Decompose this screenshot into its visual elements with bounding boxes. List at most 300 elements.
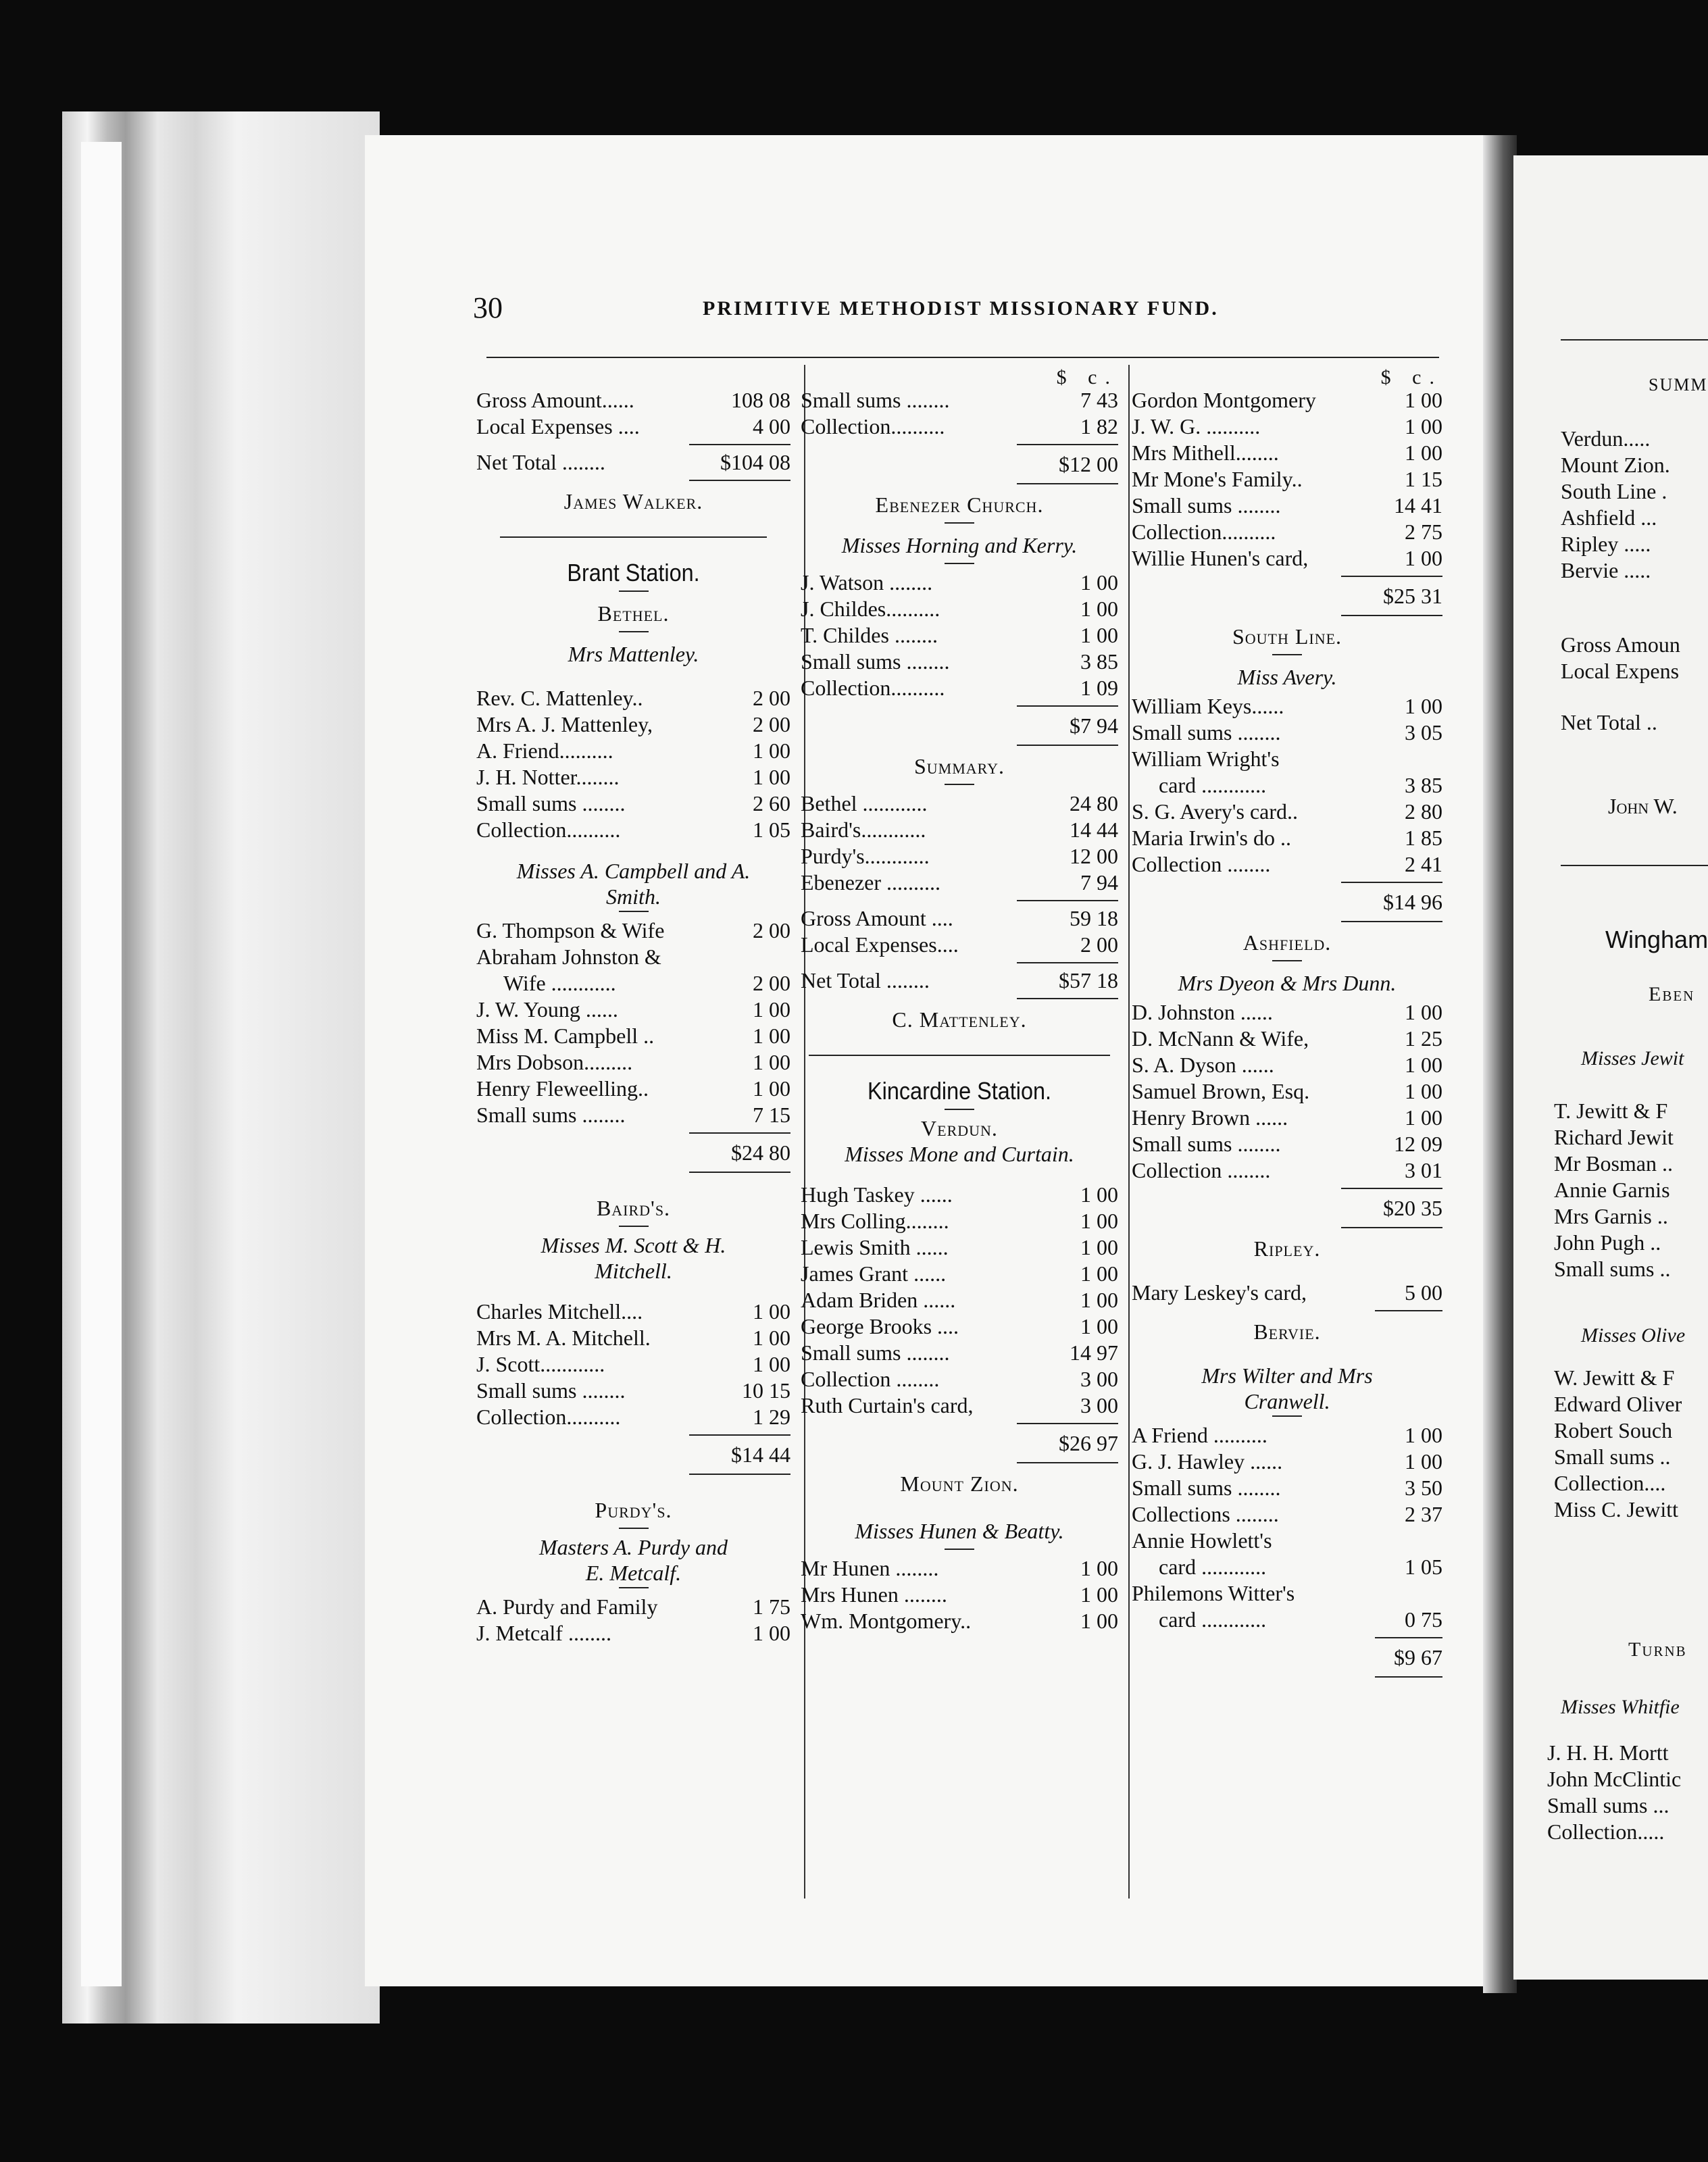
collectors: Cranwell.	[1244, 1389, 1330, 1413]
entry-name: Mr Mone's Family..	[1132, 467, 1303, 491]
right-collectors-2: Misses Olive	[1581, 1324, 1686, 1347]
right-local: Local Expens	[1561, 659, 1680, 683]
section-total: $12 00	[1059, 452, 1118, 476]
right-page-entry: Small sums ...	[1547, 1793, 1669, 1817]
ledger-entry	[801, 387, 1118, 413]
gross-local-list	[476, 387, 790, 440]
entry-value: 7 43	[1080, 388, 1118, 412]
rule	[1341, 882, 1442, 883]
rule	[689, 1434, 790, 1436]
entries-list	[1132, 387, 1442, 572]
entry-value: 2 60	[753, 791, 790, 815]
entry-name: Bethel ............	[801, 791, 928, 815]
rule	[1017, 998, 1118, 999]
entry-value: 1 00	[753, 997, 790, 1022]
ledger-entry	[801, 649, 1118, 675]
ledger-entry	[1132, 466, 1442, 493]
ledger-entry	[476, 1378, 790, 1404]
collectors: Mrs Mattenley.	[568, 642, 699, 666]
section-total: $20 35	[1383, 1196, 1442, 1220]
entry-value: 1 85	[1405, 826, 1442, 850]
entry-value: 59 18	[1070, 906, 1118, 930]
entry-value: 3 00	[1080, 1367, 1118, 1391]
entry-value: 1 00	[753, 738, 790, 763]
entry-value: 2 75	[1405, 520, 1442, 544]
entry-name: Small sums ........	[1132, 1132, 1281, 1156]
entry-value: 10 15	[742, 1378, 790, 1403]
entry-value: 1 00	[1080, 1288, 1118, 1312]
dash	[945, 1549, 974, 1550]
entry-name: Samuel Brown, Esq.	[1132, 1079, 1310, 1103]
column-divider-2	[1128, 365, 1130, 1899]
entry-value: 1 00	[1080, 1314, 1118, 1338]
entry-value: 4 00	[753, 414, 790, 438]
ledger-entry	[476, 790, 790, 817]
right-page-rule	[1561, 339, 1708, 341]
entry-value: 1 00	[1080, 597, 1118, 621]
rule	[689, 1132, 790, 1134]
entry-name: Small sums ........	[1132, 1476, 1281, 1500]
section-total: $24 80	[731, 1140, 790, 1165]
page-title: PRIMITIVE METHODIST MISSIONARY FUND.	[703, 297, 1219, 320]
collectors: Misses Mone and Curtain.	[845, 1142, 1074, 1166]
right-page-entry: South Line .	[1561, 479, 1667, 503]
ledger-entry	[801, 675, 1118, 701]
column-1	[476, 368, 790, 1646]
dash	[619, 590, 649, 592]
entry-name: Mary Leskey's card,	[1132, 1280, 1307, 1305]
right-page-entry: Mr Bosman ..	[1554, 1151, 1673, 1176]
rule	[689, 444, 790, 445]
entry-name: Collection ........	[801, 1367, 940, 1391]
rule	[1341, 615, 1442, 616]
header-rule	[486, 357, 1439, 358]
right-page-entry: Robert Souch	[1554, 1418, 1673, 1442]
ledger-entry	[801, 1340, 1118, 1366]
entry-name: Gordon Montgomery	[1132, 388, 1316, 412]
entry-name: J. Scott............	[476, 1352, 605, 1376]
entry-name: Small sums ........	[801, 388, 950, 412]
right-page-entry: J. H. H. Mortt	[1547, 1740, 1669, 1765]
entry-value: 3 85	[1405, 773, 1442, 797]
ledger-entry	[1132, 1607, 1442, 1633]
section-heading: Ripley.	[1253, 1236, 1321, 1261]
entry-name: Gross Amount......	[476, 388, 634, 412]
right-net: Net Total ..	[1561, 710, 1657, 734]
dash	[619, 1587, 649, 1588]
ledger-entry	[1132, 720, 1442, 746]
ledger-entry	[476, 917, 790, 944]
ledger-entry	[801, 596, 1118, 622]
collectors: Miss Avery.	[1237, 665, 1337, 689]
entry-name: J. Metcalf ........	[476, 1621, 611, 1645]
collectors: Misses M. Scott & H.	[541, 1233, 726, 1257]
ledger-entry	[476, 764, 790, 790]
ledger-entry	[1132, 1422, 1442, 1449]
right-page-entry: Bervie .....	[1561, 558, 1651, 582]
right-page-entry: Collection....	[1554, 1471, 1666, 1495]
ledger-entry	[1132, 1449, 1442, 1475]
ledger-entry	[476, 413, 790, 440]
local-line	[801, 932, 1118, 958]
entries-list	[1132, 693, 1442, 878]
ledger-entry	[476, 711, 790, 738]
entry-value: 12 00	[1070, 844, 1118, 868]
dash	[619, 1226, 649, 1227]
rule	[1017, 705, 1118, 707]
entry-name: Miss M. Campbell ..	[476, 1024, 655, 1048]
ledger-entry	[801, 1234, 1118, 1261]
entry-name: Small sums ........	[1132, 720, 1281, 745]
collectors: E. Metcalf.	[585, 1561, 682, 1585]
section-heading: Ebenezer Church.	[875, 493, 1044, 517]
entry-name: Small sums ........	[476, 1378, 626, 1403]
entries-list	[1132, 1280, 1442, 1306]
ledger-entry	[801, 413, 1118, 440]
entry-value: 3 50	[1405, 1476, 1442, 1500]
entry-value: 14 44	[1070, 818, 1118, 842]
ledger-entry	[801, 1582, 1118, 1608]
right-signer: John W.	[1608, 794, 1678, 818]
ledger-entry	[1132, 493, 1442, 519]
entry-name: Willie Hunen's card,	[1132, 546, 1309, 570]
entry-name: Small sums ........	[801, 649, 950, 674]
entry-value: 1 29	[753, 1405, 790, 1429]
collectors: Mrs Wilter and Mrs	[1201, 1363, 1373, 1388]
entry-name: Collection..........	[801, 414, 945, 438]
entry-name: card ............	[1159, 1555, 1267, 1579]
ledger-entry	[1132, 825, 1442, 851]
dash	[619, 631, 649, 632]
section-rule	[500, 536, 767, 538]
ledger-entry	[801, 870, 1118, 896]
ledger-entry	[801, 817, 1118, 843]
entry-name: William Wright's	[1132, 747, 1280, 771]
entry-name: Collections ........	[1132, 1502, 1279, 1526]
rule	[1341, 1227, 1442, 1228]
collectors: Smith.	[606, 884, 661, 909]
right-page-entry: Mrs Garnis ..	[1554, 1204, 1668, 1228]
entry-value: 2 00	[1080, 932, 1118, 957]
entry-name: Wife ............	[503, 971, 616, 995]
signer: C. Mattenley.	[892, 1007, 1027, 1032]
rule	[1341, 1188, 1442, 1189]
right-summary-heading: SUMM	[1649, 375, 1708, 395]
entry-name: J. Watson ........	[801, 570, 933, 595]
ledger-entry	[476, 1049, 790, 1076]
entry-value: 0 75	[1405, 1607, 1442, 1632]
right-summary-list	[1561, 426, 1670, 584]
entries-list	[1132, 1422, 1442, 1633]
dash	[619, 911, 649, 912]
ledger-entry	[801, 1261, 1118, 1287]
entry-value: 2 00	[753, 686, 790, 710]
entry-name: D. Johnston ......	[1132, 1000, 1273, 1024]
right-collectors-1: Misses Jewit	[1581, 1047, 1684, 1070]
right-page-entry: Small sums ..	[1554, 1257, 1671, 1281]
entry-value: 1 00	[753, 765, 790, 789]
ledger-entry	[1132, 1580, 1442, 1607]
entry-name: Abraham Johnston &	[476, 945, 661, 969]
rule	[1375, 1676, 1442, 1678]
ledger-entry	[1132, 1157, 1442, 1184]
entry-value: 1 25	[1405, 1026, 1442, 1051]
ledger-entry	[801, 843, 1118, 870]
entry-name: A. Purdy and Family	[476, 1594, 658, 1619]
right-page-entry: W. Jewitt & F	[1554, 1365, 1675, 1390]
entry-value: 1 15	[1405, 467, 1442, 491]
ledger-entry	[801, 622, 1118, 649]
page-number: 30	[473, 291, 503, 324]
right-page-entry: Verdun.....	[1561, 426, 1651, 451]
right-page-rule-2	[1561, 865, 1708, 866]
ledger-entry	[476, 817, 790, 843]
right-page-entry: Small sums ..	[1554, 1444, 1671, 1469]
entry-name: Collection ........	[1132, 1158, 1271, 1182]
entry-name: Mrs Colling........	[801, 1209, 949, 1233]
rule	[1375, 1637, 1442, 1638]
right-page-entry: Mount Zion.	[1561, 453, 1670, 477]
collectors: Misses Hunen & Beatty.	[855, 1519, 1064, 1543]
rule	[1341, 921, 1442, 922]
entry-value: 1 75	[753, 1594, 790, 1619]
right-page-entry: Miss C. Jewitt	[1554, 1497, 1679, 1522]
ledger-entry	[1132, 1528, 1442, 1554]
ledger-entry	[476, 1620, 790, 1646]
ledger-entry	[476, 1299, 790, 1325]
ledger-entry	[476, 997, 790, 1023]
entry-name: Ebenezer ..........	[801, 870, 941, 895]
entry-value: 108 08	[731, 388, 790, 412]
ledger-entry	[801, 1555, 1118, 1582]
rule	[1017, 745, 1118, 746]
right-turnb: Turnb	[1628, 1638, 1687, 1661]
right-eben: Eben	[1649, 983, 1695, 1005]
rule	[1017, 1423, 1118, 1424]
entry-value: 7 94	[1080, 870, 1118, 895]
entry-name: S. G. Avery's card..	[1132, 799, 1299, 824]
ledger-entry	[1132, 387, 1442, 413]
dash	[945, 1109, 974, 1110]
entry-name: Mrs Hunen ........	[801, 1582, 947, 1607]
ledger-entry	[476, 944, 790, 970]
entry-value: 1 00	[753, 1050, 790, 1074]
dash	[945, 563, 974, 564]
right-page-entry: Ashfield ...	[1561, 505, 1657, 530]
right-page-entry: Ripley .....	[1561, 532, 1651, 556]
entry-name: Net Total ........	[801, 968, 930, 992]
entry-value: 1 00	[753, 1352, 790, 1376]
ledger-entry	[801, 1392, 1118, 1419]
ledger-entry	[1132, 851, 1442, 878]
entry-name: A. Friend..........	[476, 738, 613, 763]
section-heading: Mount Zion.	[900, 1472, 1019, 1496]
column-2	[801, 368, 1118, 1634]
ledger-entry	[801, 1208, 1118, 1234]
station-heading: Kincardine Station.	[868, 1077, 1051, 1105]
net-total-line	[476, 449, 790, 476]
rule	[689, 480, 790, 481]
section-total: $25 31	[1383, 584, 1442, 608]
entries-list	[476, 917, 790, 1128]
entry-name: Charles Mitchell....	[476, 1299, 643, 1324]
ledger-entry	[1132, 545, 1442, 572]
rule	[1017, 444, 1118, 445]
right-page-entry: T. Jewitt & F	[1554, 1099, 1668, 1123]
entries-list	[801, 387, 1118, 440]
entry-name: Adam Briden ......	[801, 1288, 956, 1312]
entry-value: 2 37	[1405, 1502, 1442, 1526]
ledger-entry	[1132, 1475, 1442, 1501]
dash	[1272, 960, 1302, 961]
entry-name: Lewis Smith ......	[801, 1235, 949, 1259]
ledger-entry	[1132, 1026, 1442, 1052]
ledger-entry	[801, 1608, 1118, 1634]
collectors: Mrs Dyeon & Mrs Dunn.	[1178, 971, 1397, 995]
ledger-entry	[476, 387, 790, 413]
entry-name: Maria Irwin's do ..	[1132, 826, 1291, 850]
entry-name: G. J. Hawley ......	[1132, 1449, 1283, 1474]
section-heading: Bethel.	[597, 601, 670, 626]
right-items-1	[1554, 1098, 1674, 1282]
ledger-entry	[801, 1366, 1118, 1392]
entry-value: 1 05	[753, 818, 790, 842]
ledger-entry	[1132, 1554, 1442, 1580]
entry-name: Small sums ........	[476, 791, 626, 815]
ledger-entry	[1132, 1105, 1442, 1131]
entry-name: Small sums ........	[801, 1340, 950, 1365]
ledger-entry	[801, 1182, 1118, 1208]
entry-name: card ............	[1159, 773, 1267, 797]
entry-name: Mrs Mithell........	[1132, 441, 1279, 465]
entry-value: 3 00	[1080, 1393, 1118, 1417]
entry-value: 1 00	[1080, 570, 1118, 595]
entry-value: 2 00	[753, 971, 790, 995]
entry-value: 3 05	[1405, 720, 1442, 745]
entry-name: Henry Brown ......	[1132, 1105, 1288, 1130]
rule	[1017, 1462, 1118, 1463]
page-header	[473, 291, 1453, 331]
ledger-entry	[801, 1287, 1118, 1313]
entry-value: 1 00	[753, 1621, 790, 1645]
entry-name: Purdy's............	[801, 844, 930, 868]
ledger-entry	[1132, 440, 1442, 466]
section-heading: Ashfield.	[1242, 930, 1332, 955]
right-items-2	[1554, 1365, 1682, 1523]
section-total: $7 94	[1070, 713, 1118, 738]
entry-value: 14 41	[1394, 493, 1442, 518]
entries-list	[801, 1555, 1118, 1634]
entry-value: 1 09	[1080, 676, 1118, 700]
dash	[1272, 1415, 1302, 1417]
rule	[1375, 1310, 1442, 1311]
entry-name: D. McNann & Wife,	[1132, 1026, 1309, 1051]
right-collectors-3: Misses Whitfie	[1561, 1696, 1680, 1718]
entry-value: 5 00	[1405, 1280, 1442, 1305]
entry-name: G. Thompson & Wife	[476, 918, 665, 942]
book-gutter	[1483, 135, 1517, 1993]
entry-value: 1 00	[1405, 546, 1442, 570]
ledger-entry	[476, 1351, 790, 1378]
entry-name: Philemons Witter's	[1132, 1581, 1295, 1605]
ledger-entry	[476, 685, 790, 711]
right-items-3	[1547, 1740, 1681, 1845]
entry-name: J. W. Young ......	[476, 997, 618, 1022]
ledger-entry	[476, 1102, 790, 1128]
entry-name: Mrs Dobson.........	[476, 1050, 633, 1074]
right-page-entry: Richard Jewit	[1554, 1125, 1674, 1149]
entry-value: 3 01	[1405, 1158, 1442, 1182]
entry-value: 12 09	[1394, 1132, 1442, 1156]
ledger-entry	[1132, 519, 1442, 545]
collectors: Mitchell.	[595, 1259, 672, 1283]
section-heading: Baird's.	[596, 1196, 671, 1220]
entry-value: 7 15	[753, 1103, 790, 1127]
entry-name: Ruth Curtain's card,	[801, 1393, 974, 1417]
entry-name: Net Total ........	[476, 450, 605, 474]
entries-list	[476, 685, 790, 843]
entry-value: 1 00	[753, 1076, 790, 1101]
entry-value: 1 00	[1405, 1449, 1442, 1474]
right-page-entry: John Pugh ..	[1554, 1230, 1661, 1255]
ledger-entry	[476, 970, 790, 997]
entry-name: Small sums ........	[476, 1103, 626, 1127]
entries-list	[476, 1299, 790, 1430]
ledger-entry	[476, 1023, 790, 1049]
entry-name: A Friend ..........	[1132, 1423, 1267, 1447]
entry-value: 3 85	[1080, 649, 1118, 674]
entry-name: Hugh Taskey ......	[801, 1182, 953, 1207]
entry-name: Local Expenses ....	[476, 414, 640, 438]
entry-name: James Grant ......	[801, 1261, 947, 1286]
dash	[945, 522, 974, 524]
entry-value: 2 00	[753, 918, 790, 942]
ledger-entry	[1132, 693, 1442, 720]
entry-value: $104 08	[720, 450, 790, 474]
ledger-entry	[476, 738, 790, 764]
section-rule	[809, 1055, 1111, 1056]
column-3	[1132, 368, 1442, 1682]
right-page-entry: Collection.....	[1547, 1819, 1665, 1844]
right-station: Wingham	[1605, 926, 1708, 953]
entry-value: 1 00	[753, 1326, 790, 1350]
entry-value: 1 00	[1080, 1182, 1118, 1207]
net-line	[801, 967, 1118, 994]
entry-value: 1 00	[1405, 1000, 1442, 1024]
rule	[1017, 962, 1118, 963]
entry-value: 1 00	[1405, 388, 1442, 412]
entry-value: 1 00	[1405, 1079, 1442, 1103]
entry-name: Collection..........	[801, 676, 945, 700]
right-page-entry: John McClintic	[1547, 1767, 1682, 1791]
entry-name: Collection..........	[1132, 520, 1276, 544]
ledger-entry	[1132, 772, 1442, 799]
section-total: $14 44	[731, 1442, 790, 1467]
ledger-entry	[476, 1594, 790, 1620]
right-gross: Gross Amoun	[1561, 632, 1680, 657]
entry-value: 24 80	[1070, 791, 1118, 815]
entry-name: Mrs A. J. Mattenley,	[476, 712, 653, 736]
entry-name: Mrs M. A. Mitchell.	[476, 1326, 651, 1350]
entry-value: 2 80	[1405, 799, 1442, 824]
entry-value: 2 41	[1405, 852, 1442, 876]
entry-value: 1 00	[1405, 414, 1442, 438]
ledger-entry	[1132, 1052, 1442, 1078]
section-heading: Purdy's.	[595, 1498, 672, 1522]
entry-value: 1 00	[753, 1024, 790, 1048]
entry-value: 1 05	[1405, 1555, 1442, 1579]
rule	[689, 1474, 790, 1475]
